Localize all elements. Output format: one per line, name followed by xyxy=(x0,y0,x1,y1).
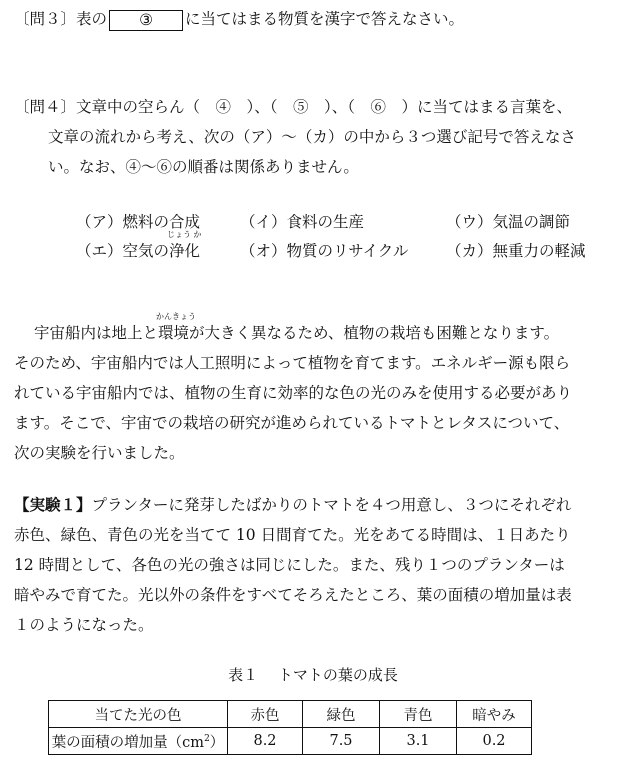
choice-ka: （カ）無重力の軽減 xyxy=(446,242,586,260)
question-3-post: に当てはまる物質を漢字で答えなさい。 xyxy=(185,10,465,28)
table-row xyxy=(49,728,532,755)
question-4-text-1: 文章中の空らん（ ④ ）、（ ⑤ ）、（ ⑥ ）に当てはまる言葉を、 xyxy=(76,98,573,116)
passage-line-2: そのため、宇宙船内では人工照明によって植物を育てます。エネルギー源も限ら xyxy=(14,354,571,372)
choice-u: （ウ）気温の調節 xyxy=(446,213,571,231)
choice-e-text: （エ）空気の xyxy=(76,242,170,260)
passage-line-1-post: が大きく異なるため、植物の栽培も困難となります。 xyxy=(189,324,560,342)
header-red: 赤色 xyxy=(228,701,303,728)
choice-i: （イ）食料の生産 xyxy=(240,213,365,231)
passage-line-5: 次の実験を行いました。 xyxy=(14,444,185,462)
choice-e xyxy=(76,230,202,262)
value-blue: 3.1 xyxy=(380,728,457,755)
question-3 xyxy=(14,8,464,31)
choice-e-ruby-group xyxy=(167,230,202,262)
question-4-line-3: い。なお、④～⑥の順番は関係ありません。 xyxy=(48,158,359,176)
value-green: 7.5 xyxy=(303,728,380,755)
question-4-line-1 xyxy=(14,96,572,118)
row-label-sup: 2 xyxy=(204,733,210,744)
experiment-text-1: プランターに発芽したばかりのトマトを４つ用意し、３つにそれぞれ xyxy=(91,496,572,514)
passage-line-3: れている宇宙船内では、植物の生育に効率的な色の光のみを使用する必要があり xyxy=(14,384,573,402)
choice-e-kanji: 浄化 xyxy=(169,242,201,260)
experiment-line-3: 12 時間として、各色の光の強さは同じにした。また、残り１つのプランターは xyxy=(14,556,565,574)
question-3-label: 〔問３〕 xyxy=(14,10,77,28)
header-label: 当てた光の色 xyxy=(49,701,228,728)
passage-line-4: ます。そこで、宇宙での栽培の研究が進められているトマトとレタスについて、 xyxy=(14,414,570,432)
header-green: 緑色 xyxy=(303,701,380,728)
value-dark: 0.2 xyxy=(457,728,532,755)
row-label xyxy=(49,728,228,755)
passage-line-1-pre: 宇宙船内は地上と xyxy=(34,324,159,342)
header-dark: 暗やみ xyxy=(457,701,532,728)
row-label-end: ） xyxy=(209,734,225,751)
choice-a: （ア）燃料の合成 xyxy=(76,213,201,231)
experiment-line-2: 赤色、緑色、青色の光を当てて 10 日間育てた。光をあてる時間は、１日あたり xyxy=(14,526,571,544)
table-header-row xyxy=(49,701,532,728)
question-4-label: 〔問４〕 xyxy=(14,98,77,116)
experiment-line-5: １のようになった。 xyxy=(14,616,154,634)
question-4-line-2: 文章の流れから考え、次の（ア）～（カ）の中から３つ選び記号で答えなさ xyxy=(48,128,576,146)
answer-box-3: ③ xyxy=(109,10,183,31)
experiment-line-1 xyxy=(14,494,571,516)
passage-ruby-group xyxy=(156,312,197,344)
experiment-label: 【実験１】 xyxy=(14,495,92,514)
row-label-main: 葉の面積の増加量（cm xyxy=(51,734,205,751)
passage-line-1 xyxy=(34,312,560,344)
results-table xyxy=(48,700,532,755)
passage-kanji: 環境 xyxy=(158,324,190,342)
table-caption: 表１ トマトの葉の成長 xyxy=(228,666,398,684)
experiment-line-4: 暗やみで育てた。光以外の条件をすべてそろえたところ、葉の面積の増加量は表 xyxy=(14,586,572,604)
passage-ruby: かんきょう xyxy=(156,312,197,321)
question-3-pre: 表の xyxy=(76,10,108,28)
choice-o: （オ）物質のリサイクル xyxy=(240,242,409,260)
header-blue: 青色 xyxy=(380,701,457,728)
value-red: 8.2 xyxy=(228,728,303,755)
choice-e-ruby: じょう か xyxy=(167,230,202,239)
